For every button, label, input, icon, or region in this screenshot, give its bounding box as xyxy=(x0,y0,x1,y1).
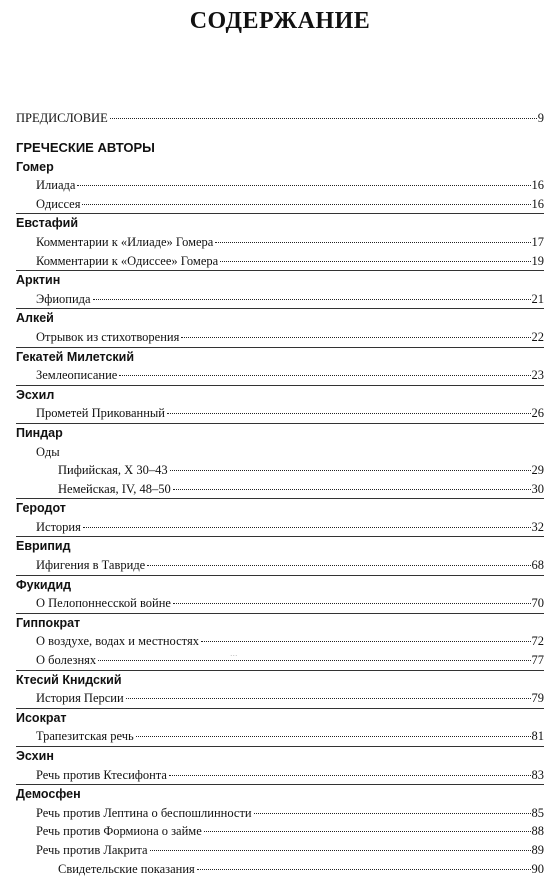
leader-dots xyxy=(136,736,531,737)
toc-entry-page: 89 xyxy=(531,842,544,857)
page-title: СОДЕРЖАНИЕ xyxy=(189,8,371,34)
leader-dots xyxy=(173,489,531,490)
toc-entry-page: 85 xyxy=(531,805,544,820)
author-list xyxy=(16,158,544,878)
leader-dots xyxy=(170,470,531,471)
toc-entry-page: 90 xyxy=(531,861,544,876)
toc-entry-page: 83 xyxy=(531,767,544,782)
toc-entry[interactable] xyxy=(16,766,544,785)
author-heading: Гиппократ xyxy=(16,613,544,633)
toc-entry-page: 9 xyxy=(537,111,544,125)
spacer xyxy=(16,128,544,138)
toc-entry-label: Землеописание xyxy=(36,368,118,383)
toc-entry-page: 16 xyxy=(531,196,544,211)
toc-entry-label: Прометей Прикованный xyxy=(36,406,165,421)
toc-entry-label: Свидетельские показания xyxy=(58,861,195,876)
toc-entry-page: 19 xyxy=(531,253,544,268)
toc-entry-label: О болезнях xyxy=(36,653,97,668)
toc-entry-label: Пифийская, X 30–43 xyxy=(58,463,168,478)
leader-dots xyxy=(147,565,530,566)
toc-entry[interactable] xyxy=(16,233,544,252)
leader-dots xyxy=(254,813,531,814)
toc-entry-label: Комментарии к «Илиаде» Гомера xyxy=(36,234,214,249)
toc-entry-page: 68 xyxy=(531,558,544,573)
leader-dots xyxy=(98,660,530,661)
toc-entry-label: Эфиопида xyxy=(36,291,91,306)
toc-entry-page: 26 xyxy=(531,406,544,421)
toc-entry[interactable] xyxy=(16,195,544,214)
toc-entry[interactable] xyxy=(16,822,544,841)
author-heading: Арктин xyxy=(16,270,544,290)
toc-entry[interactable] xyxy=(16,632,544,651)
toc-entry-label: Речь против Ктесифонта xyxy=(36,767,167,782)
author-heading: Демосфен xyxy=(16,784,544,804)
toc-entry[interactable] xyxy=(16,290,544,309)
toc-entry[interactable] xyxy=(16,804,544,823)
toc-entry[interactable] xyxy=(16,176,544,195)
toc-entry-label: О воздухе, водах и местностях xyxy=(36,634,199,649)
toc-entry-page: 32 xyxy=(531,519,544,534)
leader-dots xyxy=(197,869,531,870)
toc-entry[interactable] xyxy=(16,841,544,860)
toc-entry-page: 81 xyxy=(531,729,544,744)
toc-entry-label: Комментарии к «Одиссее» Гомера xyxy=(36,253,219,268)
leader-dots xyxy=(119,375,530,376)
toc-entry-preface[interactable] xyxy=(16,109,544,128)
toc-entry-label: Речь против Лакрита xyxy=(36,842,148,857)
author-heading: Ктесий Книдский xyxy=(16,670,544,690)
leader-dots xyxy=(150,850,531,851)
leader-dots xyxy=(169,775,531,776)
toc-entry-page: 72 xyxy=(531,634,544,649)
author-heading: Евстафий xyxy=(16,213,544,233)
toc-entry-label: Ифигения в Тавриде xyxy=(36,558,146,573)
toc-entry-label: История Персии xyxy=(36,691,124,706)
author-heading: Геродот xyxy=(16,498,544,518)
toc-entry-page: 30 xyxy=(531,481,544,496)
toc-entry-label: Оды xyxy=(36,444,60,459)
toc-entry[interactable] xyxy=(16,594,544,613)
toc-entry-page: 29 xyxy=(531,463,544,478)
toc-entry-page: 22 xyxy=(531,329,544,344)
leader-dots xyxy=(77,185,530,186)
toc-entry-page: 16 xyxy=(531,178,544,193)
author-heading: Гекатей Милетский xyxy=(16,347,544,367)
author-heading: Пиндар xyxy=(16,423,544,443)
section-heading: ГРЕЧЕСКИЕ АВТОРЫ xyxy=(16,139,155,155)
toc-entry-page: 70 xyxy=(531,596,544,611)
leader-dots xyxy=(126,698,531,699)
toc-entry[interactable] xyxy=(16,860,544,878)
leader-dots xyxy=(201,641,531,642)
toc-entry-page: 88 xyxy=(531,824,544,839)
leader-dots xyxy=(83,527,531,528)
toc-entry[interactable] xyxy=(16,366,544,385)
toc-entry[interactable] xyxy=(16,556,544,575)
leader-dots xyxy=(93,299,531,300)
toc-entry[interactable] xyxy=(16,480,544,499)
toc-entry-label: Немейская, IV, 48–50 xyxy=(58,481,171,496)
author-heading: Еврипид xyxy=(16,536,544,556)
leader-dots xyxy=(220,261,530,262)
toc-entry-label: ПРЕДИСЛОВИЕ xyxy=(16,111,108,125)
leader-dots xyxy=(167,413,531,414)
leader-dots xyxy=(110,118,537,119)
toc-entry-page: 17 xyxy=(531,234,544,249)
toc-entry-label: Илиада xyxy=(36,178,76,193)
author-heading: Эсхин xyxy=(16,746,544,766)
table-of-contents xyxy=(16,109,544,878)
toc-entry-page: 79 xyxy=(531,691,544,706)
leader-dots xyxy=(181,337,530,338)
toc-entry[interactable] xyxy=(16,689,544,708)
author-heading: Фукидид xyxy=(16,575,544,595)
toc-entry[interactable] xyxy=(16,651,544,670)
author-heading: Гомер xyxy=(16,159,54,174)
leader-dots xyxy=(82,204,530,205)
toc-entry[interactable] xyxy=(16,328,544,347)
toc-entry-label: Трапезитская речь xyxy=(36,729,134,744)
leader-dots xyxy=(173,603,531,604)
toc-entry[interactable] xyxy=(16,252,544,271)
faint-mark: ... xyxy=(230,648,238,658)
toc-entry-label: Отрывок из стихотворения xyxy=(36,329,180,344)
toc-entry-label: Речь против Лептина о беспошлинности xyxy=(36,805,252,820)
toc-entry-label: Речь против Формиона о займе xyxy=(36,824,202,839)
toc-entry-label: О Пелопоннесской войне xyxy=(36,596,171,611)
toc-entry-page: 21 xyxy=(531,291,544,306)
toc-entry-page: 77 xyxy=(531,653,544,668)
toc-entry[interactable] xyxy=(16,404,544,423)
toc-entry[interactable] xyxy=(16,727,544,746)
toc-entry[interactable] xyxy=(16,443,544,462)
author-heading: Алкей xyxy=(16,308,544,328)
author-heading: Исократ xyxy=(16,708,544,728)
toc-entry-page: 23 xyxy=(531,368,544,383)
author-heading: Эсхил xyxy=(16,385,544,405)
toc-entry[interactable] xyxy=(16,461,544,480)
toc-entry[interactable] xyxy=(16,518,544,537)
toc-entry-label: История xyxy=(36,519,81,534)
leader-dots xyxy=(204,831,531,832)
toc-entry-label: Одиссея xyxy=(36,196,81,211)
leader-dots xyxy=(215,242,530,243)
